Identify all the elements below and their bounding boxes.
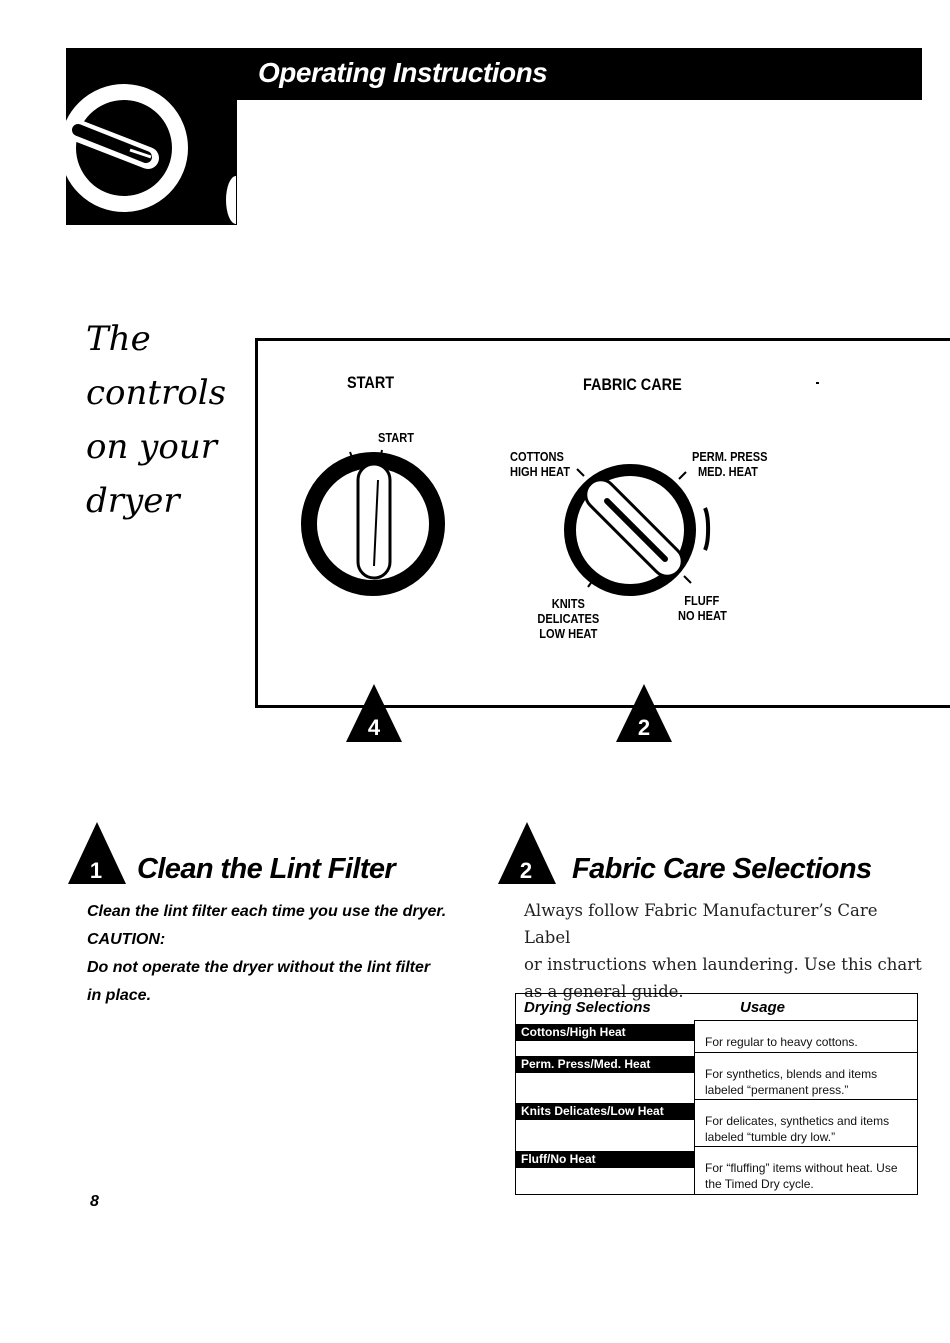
- fabric-intro: [524, 897, 924, 1005]
- start-dial-label: START: [378, 430, 415, 445]
- table-row-usage: For “fluffing” items without heat. Use the Timed Dry cycle.: [705, 1161, 898, 1191]
- table-divider: [694, 1099, 918, 1100]
- lint-line: Clean the lint filter each time you use the dryer.: [87, 903, 447, 920]
- fabric-care-dial[interactable]: [560, 450, 720, 600]
- control-panel-left-border: [255, 338, 258, 708]
- page-number: 8: [90, 1193, 99, 1210]
- caution-line: Do not operate the dryer without the lint filter: [87, 959, 431, 976]
- table-header-usage: Usage: [740, 999, 786, 1016]
- setting-knits-label: [536, 596, 601, 641]
- control-panel-top-border: [255, 338, 950, 341]
- table-row-usage: For synthetics, blends and items labeled “permanent press.”: [705, 1067, 878, 1097]
- setting-line: COTTONS: [510, 449, 564, 464]
- setting-line: DELICATES: [537, 611, 600, 626]
- warning-triangle-badge-2-section: [496, 822, 558, 884]
- lint-instructions: [87, 898, 487, 1010]
- fabric-section-title: Fabric Care Selections: [572, 853, 872, 885]
- intro-line: controls: [86, 373, 227, 413]
- warning-triangle-badge-4: [344, 684, 404, 742]
- badge-number: 1: [89, 858, 103, 883]
- badge-number: 2: [637, 715, 651, 740]
- panel-mark: [816, 382, 819, 384]
- warning-triangle-badge-2: [614, 684, 674, 742]
- caution-label: CAUTION:: [87, 931, 166, 948]
- table-divider: [694, 1020, 918, 1021]
- table-row-usage: For regular to heavy cottons.: [705, 1035, 858, 1049]
- intro-line: dryer: [86, 481, 180, 521]
- table-row-label: Perm. Press/Med. Heat: [515, 1056, 694, 1073]
- intro-line: on your: [86, 427, 218, 467]
- setting-line: MED. HEAT: [697, 464, 758, 479]
- table-divider: [694, 1146, 918, 1147]
- badge-number: 4: [367, 715, 381, 740]
- setting-line: HIGH HEAT: [510, 464, 570, 479]
- fabric-intro-line: or instructions when laundering. Use this chart: [524, 955, 922, 974]
- setting-line: PERM. PRESS: [692, 449, 768, 464]
- badge-number: 2: [519, 858, 533, 883]
- lint-section-title: Clean the Lint Filter: [137, 853, 396, 885]
- table-divider: [694, 1052, 918, 1053]
- dial-logo-icon: [66, 80, 246, 230]
- table-row-label: Fluff/No Heat: [515, 1151, 694, 1168]
- setting-line: NO HEAT: [678, 608, 727, 623]
- fabric-care-heading: FABRIC CARE: [583, 375, 682, 394]
- table-row-label: Knits Delicates/Low Heat: [515, 1103, 694, 1120]
- start-dial[interactable]: [300, 440, 450, 600]
- setting-line: FLUFF: [684, 593, 720, 608]
- setting-line: KNITS: [551, 596, 585, 611]
- fabric-intro-line: Always follow Fabric Manufacturer’s Care Label: [524, 901, 878, 947]
- fabric-intro-line: as a general guide.: [524, 982, 684, 1001]
- table-row-label: Cottons/High Heat: [515, 1024, 694, 1041]
- table-row-usage: For delicates, synthetics and items labeled “tumble dry low.”: [705, 1114, 890, 1144]
- setting-line: LOW HEAT: [539, 626, 598, 641]
- warning-triangle-badge-1: [66, 822, 128, 884]
- start-heading: START: [347, 373, 395, 392]
- table-column-divider: [694, 1020, 695, 1195]
- table-header-selections: Drying Selections: [524, 999, 651, 1016]
- controls-intro-heading: [86, 312, 226, 528]
- intro-line: The: [86, 319, 151, 359]
- page-title: Operating Instructions: [258, 57, 548, 88]
- caution-line: in place.: [87, 987, 152, 1004]
